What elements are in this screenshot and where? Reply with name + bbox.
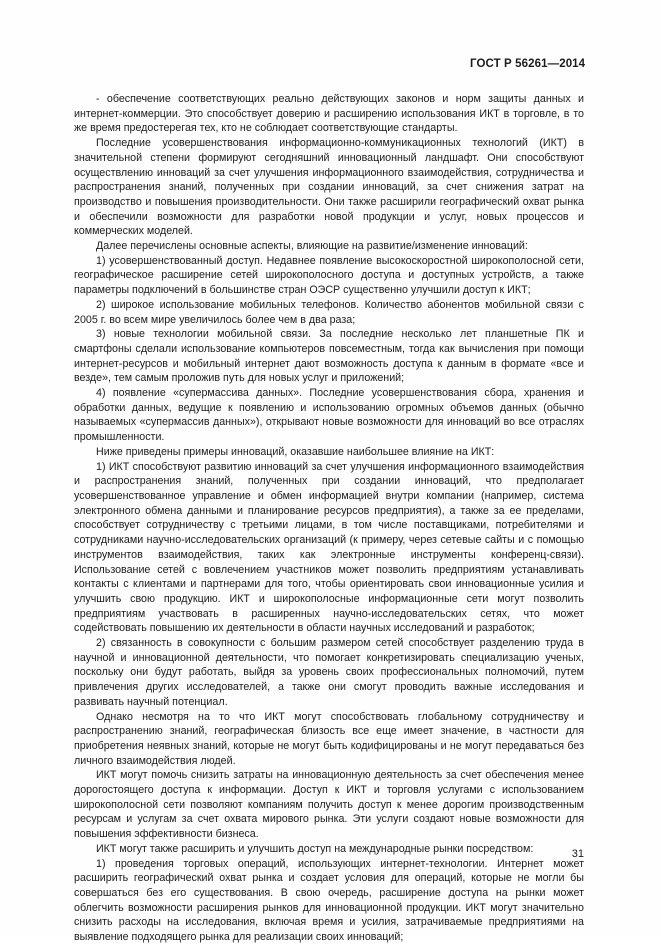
paragraph: 3) новые технологии мобильной связи. За последние несколько лет планшетные ПК и смартфоны сделали использование компьютеров повсеместным, тогда как вычисления при помощи интернет-ресурсов и мобильный интернет дают возможность доступа к данным в формате «все и везде», тем самым проложив путь для новых услуг и приложений; bbox=[74, 328, 584, 385]
document-header: ГОСТ Р 56261—2014 bbox=[470, 58, 586, 70]
paragraph: Ниже приведены примеры инноваций, оказавшие наибольшее влияние на ИКТ: bbox=[96, 445, 495, 458]
paragraph: 2) связанность в совокупности с большим размером сетей способствует разделению труда в научной и инновационной деятельности, что помогает конкретизировать специализацию ученых, поскольку они будут работать, выйдя за уровень своих профессиональных полномочий, путем привлечения других исследователей, а также они смогут проводить важные исследования и развивать научный потенциал. bbox=[74, 637, 584, 708]
paragraph: ИКТ могут также расширить и улучшить доступ на международные рынки посредством: bbox=[96, 842, 534, 855]
paragraph: 1) проведения торговых операций, использующих интернет-технологии. Интернет может расширить географический охват рынка и создает условия для операций, которые не могли бы совершаться без его существования. В свою очередь, расширение доступа на рынки может облегчить возможности расширения рынков для инновационной продукции. ИКТ могут значительно снизить расходы на исследования, включая время и усилия, затрачиваемые предприятиями на выявление подходящего рынка для реализации своих инноваций; bbox=[74, 857, 584, 944]
paragraph: Далее перечислены основные аспекты, влияющие на развитие/изменение инноваций: bbox=[96, 240, 528, 253]
paragraph: 4) появление «супермассива данных». Последние усовершенствования сбора, хранения и обработки данных, ведущие к появлению и использованию огромных объемов данных (обычно называемых «супермассив данных»), открывают новые возможности для инноваций во все отраслях промышленности. bbox=[74, 387, 584, 444]
paragraph: 2) широкое использование мобильных телефонов. Количество абонентов мобильной связи с 2005 г. во всем мире увеличилось более чем в два раза; bbox=[74, 298, 584, 326]
paragraph: ИКТ могут помочь снизить затраты на инновационную деятельность за счет обеспечения менее дорогостоящего доступа к информации. Доступ к ИКТ и торговля услугами с использованием широкополосной сети позволяют компаниям получить доступ к менее дорогим производственным ресурсам и услугам за счет охвата мирового рынка. Эти услуги создают новые возможности для повышения эффективности бизнеса. bbox=[74, 769, 584, 841]
paragraph: - обеспечение соответствующих реально действующих законов и норм защиты данных и интернет-коммерции. Это способствует доверию и расширению использования ИКТ в торговле, в то же время предостерегая тех, кто не соблюдает соответствующие стандарты. bbox=[74, 93, 584, 135]
page-number: 31 bbox=[571, 848, 584, 860]
paragraph: Последние усовершенствования информационно-коммуникационных технологий (ИКТ) в значительной степени формируют сегодняшний инновационный ландшафт. Они способствуют осуществлению инноваций за счет улучшения информационного взаимодействия, сотрудничества и распространения знаний, полученных при создании инноваций, за счет снижения затрат на производство и повышения производительности. Они также расширили географический охват рынка и обеспечили возможности для разработки новой продукции и услуг, новых процессов и коммерческих моделей. bbox=[74, 137, 584, 238]
paragraph: 1) усовершенствованный доступ. Недавнее появление высокоскоростной широкополосной сети, географическое расширение сетей широкополосного доступа и доступных устройств, а также параметры подключений в большинстве стран ОЭСР существенно улучшили доступ к ИКТ; bbox=[74, 254, 584, 297]
body-text bbox=[74, 92, 584, 945]
paragraph: 1) ИКТ способствуют развитию инноваций за счет улучшения информационного взаимодействия и распространения знаний, полученных при создании инноваций, что предполагает усовершенствованное управление и обмен информацией внутри компании (например, система электронного обмена данными и планирование ресурсов предприятия), а также за ее пределами, способствует сотрудничеству с третьими лицами, в том числе поставщиками, потребителями и сотрудниками научно-исследовательских организаций (к примеру, через сетевые сайты и с помощью инструментов взаимодействия, таких как электронные инструменты конференц-связи). Использование сетей с вовлечением участников может позволить предприятиям устанавливать контакты с клиентами и партнерами для того, чтобы ориентировать свои инновационные усилия и улучшить свою продукцию. ИКТ и широкополосные информационные сети могут позволить предприятиям участвовать в расширенных научно-исследовательских сетях, что может содействовать повышению их деятельности в области научных исследований и разработок; bbox=[74, 460, 584, 635]
paragraph: Однако несмотря на то что ИКТ могут способствовать глобальному сотрудничеству и распространению знаний, географическая близость все еще имеет значение, в частности для приобретения неявных знаний, которые не могут быть кодифицированы и не могут передаваться без личного взаимодействия людей. bbox=[74, 710, 584, 767]
